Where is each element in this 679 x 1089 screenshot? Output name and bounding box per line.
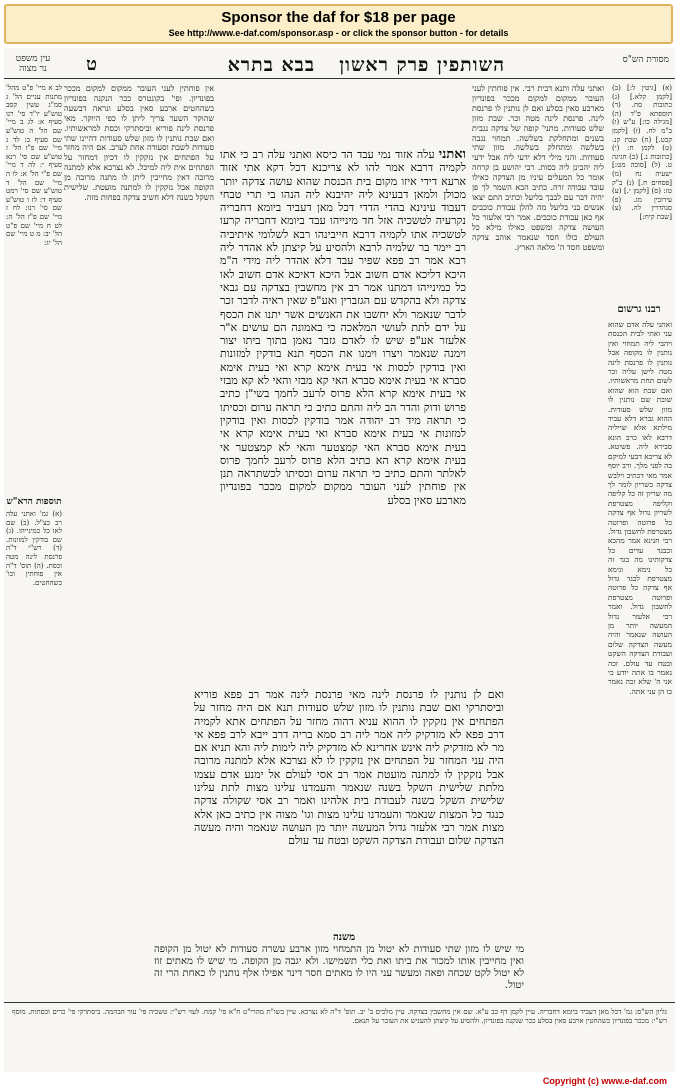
footnote-rule [4, 1002, 675, 1003]
hagahot-column: (א) גמ' ואתני עלה רב כצ"ל. (ב) שם לאו כל כמינייהו. (ג) שם בודקין למזונות. (ד) רש"י ד"ה פרנסת לינה מטה וכסת. (ה) תוס' ד"ה אין פוחתין וכו' כשהחטים. [6, 510, 62, 587]
ein-mishpat-heading: עין משפט נר מצוה [15, 54, 51, 74]
tosafot-harosh-heading: תוספות הרא"ש [6, 497, 62, 507]
masoret-hashas-column: (א) [גיטין ל:] (ב) [לקמן קלא.] (ג) כתובות סח. (ד) תוספתא פ"ד (ה) [מגילה כו:] ע"ש (ו) ב"מ לח. (ז) [לקמן קכט.] (ח) שבת קנ. (ט) לקמן ח: (י) [כתובות נ.] (כ) חגיגה ט. (ל) [סוכה מט:] ישעיה נח (מ) [פסחים ח.] (נ) ב"ק טז: (ס) [לקמן י.] (ע) עירובין מג. (פ) סנהדרין לה. (צ) [שבת קיח:] [612, 84, 672, 221]
gemara-lead-word: ואתני [438, 148, 466, 162]
copyright-link[interactable]: Copyright (c) www.e-daf.com [542, 1076, 667, 1086]
tractate-title: בבא בתרא [227, 54, 315, 76]
page-header [4, 52, 675, 78]
tosafot-commentary: אין פוחתין לעני העובר ממקום למקום מככר בפונדיון. ופי' בקונטרס ככר הנקנה בפונדיון כשהחטים ארבע סאין בסלע ונראה דבשעה שהוקר השער צריך ליתן לו כפי היוקר. מאי פרנסת לינה פוריא וביסתרקי וכסת למראשותיו. ואם שבת נותנין לו מזון שלש סעודות דהיינו שתי סעודות לשבת וסעודה אחת לערב. אם היה מחזר על הפתחים אין נזקקין לו דכיון דמחזר על הפתחים אית ליה למיכל. לא נצרכא אלא למתנה מרובה דאין מחייבין ליתן לו מתנה מרובה מן הקופה אבל נזקקין לו למתנה מועטת. שלישית השקל בשנה דלא חשיב צדקה בפחות מזה. [64, 84, 214, 202]
gemara-text [220, 148, 466, 684]
mishnah-text: מי שיש לו מזון שתי סעודות לא יטול מן התמחוי מזון ארבע עשרה סעודות לא יטול מן הקופה ואין מחייבין אותו למכור את ביתו ואת כלי תשמישו. ולא יגבה מן הקופה. מי שיש לו מאתים זוז לא יטול לקט שכחה ופאה ומעשר עני היו לו מאתים חסר דינר אפילו אלף נותנין לו כאחת הרי זה יטול. [154, 944, 524, 991]
folio-number: ט [86, 54, 97, 75]
masoret-heading: מסורת הש"ס [622, 55, 669, 65]
rabbeinu-gershom-heading: רבנו גרשום [617, 304, 661, 315]
gemara-continuation: ואם לן נותנין לו פרנסת לינה מאי פרנסת לינה אמר רב פפא פוריא וביסתרקי ואם שבת נותנין לו מזון שלש סעודות תנא אם היה מחזר על הפתחים אין נזקקין לו ההוא עניא דהוה מחזר על הפתחים אתא לקמיה דרב פפא לא מזדקיק ליה אמר ליה רב סמא בריה דרב ייבא לרב פפא אי מר לא מזדקיק ליה אינש אחרינא לא מזדקיק ליה לימות ליה והא תניא אם היה עני המחזר על הפתחים אין נזקקין לו לא נצרכא אלא למתנה מרובה אבל נזקקין לו למתנה מועטת אמר רב אסי לעולם אל ימנע אדם עצמו מלתת שלישית השקל בשנה שנאמר והעמדנו עלינו מצות לתת עלינו שלישית השקל בשנה לעבודת בית אלהינו ואמר רב אסי שקולה צדקה כנגד כל המצות שנאמר והעמדנו עלינו מצות וגו' מצוה אין כתיב כאן אלא מצות אמר רבי אלעזר גדול המעשה יותר מן העושה שנאמר והיה מעשה הצדקה שלום ועבודת הצדקה השקט ובטח עד עולם [194, 688, 504, 848]
footnotes: גליון הש"ס: גמ' דכל מאן דעביד ביומא דחבריה. עיין לקמן דף כב ע"א. שם אין מחשבין בצדקה. עיין מלכים ב' יב. תוס' ד"ה לא נצרכא. עיין בשו"ת מהרי"ט ח"א סי' קמח. לעזי רש"י: טשכיה פי' עור הבהמה. ביסתרקי פי' כרים וכסתות. מוסף רש"י: מככר בפונדיון כשהחטין ארבע סאין בסלע ככר שנקנה בפונדיון. ולהסיע על קיצתן להעניש את העובר על תנאם. [12, 1008, 667, 1025]
talmud-page [4, 48, 675, 1072]
gemara-body: עלה אזוד נמי עבד הד כיסא ואתני עלה רב כי אתו לקמיה דרבא אמר להו לא צריכנא דכל דקא אתי אזוד ארעא דידי איזו מקום בית הכנסת שהוא עושה צדקה יותר מכולן ולמאן דבעינא ליה יהיבנא ליה הנהו בי תרי טבחי דעבוד עינינא בהדי הדדי דכל מאן דעביד ביומא דחבריה נקרעיה לטשכיה אזל חד מינייהו עבד ביומא דחבריה קרעו לטשכיה אתו לקמיה דרבא חייבינהו רבא לשלומי איתיביה רב יימר בר שלמיה לרבא ולהסיע על קיצתן לא אהדר ליה רבא אמר רב פפא שפיר עבד דלא אהדר ליה מידי ה"מ היכא דליכא אדם חשוב אבל היכא דאיכא אדם חשוב לאו כל כמינייהו דמתנו אמר רב אין מחשבין בצדקה עם גבאי צדקה ולא בהקדש עם הגזברין ואע"פ שאין ראיה לדבר זכר לדבר שנאמר ולא יחשבו את האנשים אשר יתנו את הכסף על ידם לתת לעושי המלאכה כי באמונה הם עושים א"ר אלעזר אע"פ שיש לו לאדם גזבר נאמן בתוך ביתו יצור וימנה שנאמר ויצרו וימנו את הכסף תנא בודקין למזונות ואין בודקין לכסות אי בעית אימא קרא ואי בעית אימא סברא אי בעית אימא סברא האי קא מבזי והאי לא קא מבזי אי בעית אימא קרא הלא פרוס לרעב לחמך בשי"ן כתיב פרוש ודוק והדר הב ליה והתם כתיב כי תראה ערום וכסיתו כי תראה מיד רב יהודה אמר בודקין לכסות ואין בודקין למזונות אי בעית אימא סברא ואי בעית אימא קרא אי בעית אימא סברא האי קמצטער והאי לא קמצטער אי בעית אימא קרא הא כתיב הלא פרוס לרעב לחמך פרוס לאלתר והתם כתיב כי תראה ערום וכסיתו לכשתראה תנן אין פוחתין לעני העובר ממקום למקום מככר בפונדיון מארבע סאין בסלע [220, 148, 466, 507]
rabbeinu-gershom-text: ואתני עלה אדם שהוא עני ואתי לבית הכנסת ויהבי ליה תמחוי ואין נותנין לו מקופה אבל נותנין לו פרנסת לינה מטה לישן עליה וכר לשום תחת מראשותיו. ואם שבת הוא שהוא שובת שם נותנין לו מזון שלש סעודות. ההוא גברא דלא עביד מילתא אלא שייליה דרבא לאו כרב הונא סבירא ליה. פשיטא. לא צריכא דבעי למיקם בה לפני מלך. ורב יוסף אמר מאי דכתיב וילבש צדקה כשריון לומר לך מה שריון זה כל קליפה וקליפה מצטרפת לשריון גדול אף צדקה כל פרוטה ופרוטה מצטרפת לחשבון גדול. רבי חנינא אמר מהכא וכבגד עדים כל צדקותינו מה בגד זה כל נימא ונימא מצטרפת לבגד גדול אף צדקה כל פרוטה ופרוטה מצטרפת לחשבון גדול. ואמר רבי אלעזר גדול המעשה יותר מן העושה שנאמר והיה מעשה הצדקה שלום ועבודת הצדקה השקט ובטח עד עולם. זכה נאמר בו אתה יודע כי אני ה' שלא זכה נאמר בו הן עני אתה. [608, 320, 672, 696]
ein-mishpat-column: לב א מיי' פ"ט מהל' מתנות עניים הל' ג סמ"ג עשין קסב טוש"ע יו"ד סי' רנו סעיף א: לג ב מיי' שם הל' ה טוש"ע שם סעיף ב: לד ג מיי' שם פ"ז הל' ז טוש"ע שם סי' רנא סעיף י: לה ד מיי' שם פ"י הל' א: לו ה מיי' שם הל' ד טוש"ע שם סי' רמט סעיף ד: לז ו טוש"ע שם סי' רנו: לח ז מיי' שם פ"ז הל' ה: לט ח מיי' שם פ"ט הל' יב: מ ט מיי' שם הל' יג: [6, 84, 62, 247]
chapter-title: השותפין פרק ראשון [339, 54, 505, 76]
sponsor-banner[interactable] [4, 4, 673, 44]
rashi-commentary: ואתני עלה ותנא דבית רבי. אין פוחתין לעני העובר ממקום למקום מככר בפונדיון מארבע סאין בסלע ואם לן נותנין לו פרנסת לינה. פרנסת לינה מטה וכר. שבת מזון שלש סעודות. מתני' קופה של צדקה נגבית בשנים ומתחלקת בשלשה. תמחוי נגבה בשלשה ומתחלק בשלשה. מזון שתי סעודות. והני מילי דלא ידעי ליה אבל ידעי ליה יהבינן ליה כסות. רבי יהושע בן קרחה אומר כל המעלים עיניו מן הצדקה כאילו עובד עבודה זרה. כתיב הכא השמר לך פן יהיה דבר עם לבבך בליעל וכתיב התם יצאו אנשים בני בליעל מה להלן עבודת כוכבים אף כאן עבודת כוכבים. אמר רבי אלעזר כל העושה צדקה ומשפט כאילו מילא כל העולם כולו חסד שנאמר אוהב צדקה ומשפט חסד ה' מלאה הארץ. [472, 84, 604, 252]
header-rule [4, 78, 675, 79]
sponsor-subtitle[interactable]: See http://www.e-daf.com/sponsor.asp - or click the sponsor button - for details [168, 28, 509, 38]
sponsor-title[interactable]: Sponsor the daf for $18 per page [221, 9, 456, 26]
mishnah-heading: משנה [332, 932, 355, 943]
